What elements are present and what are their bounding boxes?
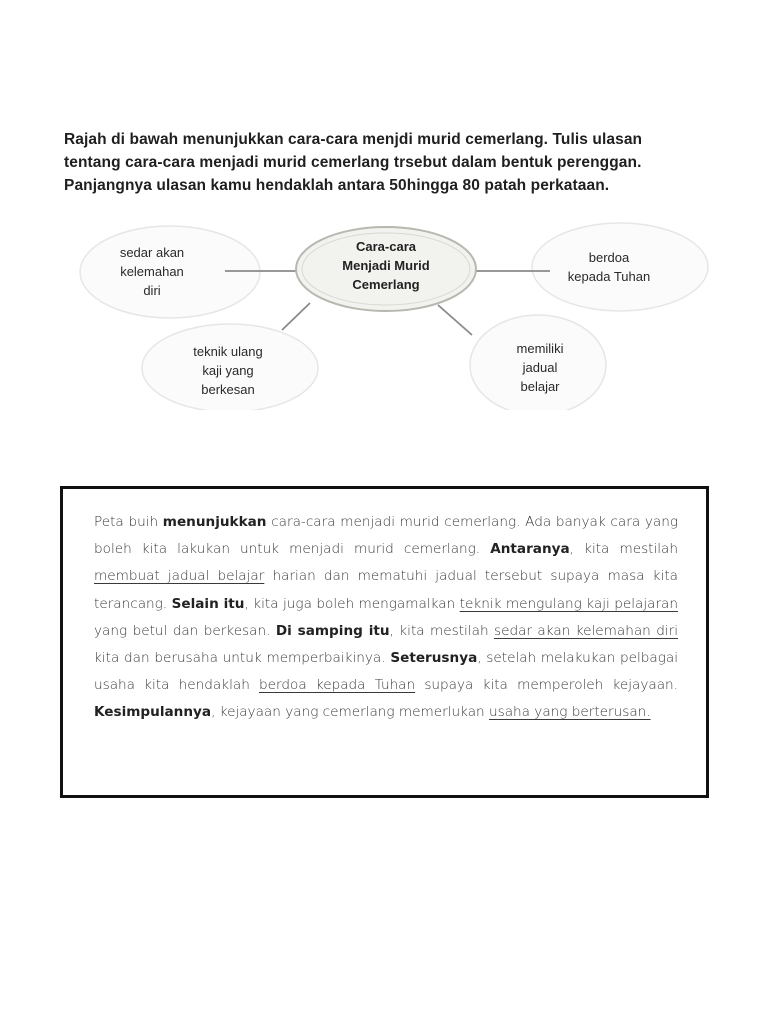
bubble-line: berkesan <box>201 382 255 397</box>
bubble-line: diri <box>143 283 161 298</box>
bubble-map <box>60 215 720 410</box>
answer-text-run: yang betul dan berkesan. <box>94 622 276 639</box>
bubble-line: teknik ulang <box>193 344 263 359</box>
bubble-line: Cara-cara <box>356 239 416 254</box>
bottom-right-bubble-label <box>495 339 585 396</box>
answer-underlined-point: usaha yang berterusan. <box>489 704 651 721</box>
answer-connector-word: Kesimpulannya <box>94 704 212 721</box>
answer-underlined-point: sedar akan kelemahan diri <box>494 622 678 639</box>
bubble-line: sedar akan <box>119 245 185 260</box>
instruction-text <box>64 128 744 197</box>
answer-underlined-point: membuat jadual belajar <box>94 568 265 585</box>
connector-line <box>438 305 472 335</box>
bubble-line: kepada Tuhan <box>567 269 651 284</box>
answer-connector-word: Selain itu <box>171 595 245 612</box>
answer-text-run: , setelah melakukan pelbagai usaha kita hendaklah <box>94 650 679 694</box>
bubble-line: kaji yang <box>202 363 254 378</box>
answer-underlined-point: teknik mengulang kaji pelajaran <box>459 595 678 612</box>
answer-text-run: , kita mestilah <box>569 541 678 558</box>
answer-paragraph <box>94 509 678 727</box>
answer-text-run: , kita juga boleh mengamalkan <box>244 595 460 612</box>
answer-text-run: Peta buih <box>94 514 163 530</box>
answer-box <box>60 486 709 798</box>
connector-line <box>282 303 310 330</box>
answer-connector-word: Di samping itu <box>275 622 390 639</box>
bubble-line: Cemerlang <box>352 277 420 292</box>
instruction-line: Panjangnya ulasan kamu hendaklah antara 50hingga 80 patah perkataan. <box>64 177 610 194</box>
answer-text-run: , kita mestilah <box>389 622 494 639</box>
answer-text-run: , kejayaan yang cemerlang memerlukan <box>211 704 489 721</box>
bubble-line: jadual <box>522 360 558 375</box>
bubble-line: belajar <box>520 379 560 394</box>
answer-text-run: supaya kita memperoleh kejayaan. <box>415 677 678 694</box>
top-left-bubble-label <box>102 243 202 300</box>
answer-text-run: harian dan mematuhi jadual tersebut supaya masa kita terancang. <box>94 568 678 612</box>
instruction-line: Rajah di bawah menunjukkan cara-cara menjdi murid cemerlang. Tulis ulasan <box>64 131 643 148</box>
answer-connector-word: Antaranya <box>490 541 570 558</box>
bottom-left-bubble-label <box>173 342 283 399</box>
answer-connector-word: Seterusnya <box>390 650 478 667</box>
instruction-line: tentang cara-cara menjadi murid cemerlang trsebut dalam bentuk perenggan. <box>64 154 642 171</box>
answer-bold-word: menunjukkan <box>162 514 267 530</box>
answer-underlined-point: berdoa kepada Tuhan <box>259 677 416 694</box>
bubble-line: memiliki <box>516 341 564 356</box>
center-bubble-label <box>326 237 446 294</box>
answer-text-run: cara-cara menjadi murid cemerlang. Ada banyak cara yang boleh kita lakukan untuk menjadi murid cemerlang. <box>94 514 679 558</box>
bubble-line: Menjadi Murid <box>342 258 430 273</box>
top-right-bubble-label <box>554 248 664 286</box>
bubble-line: kelemahan <box>120 264 184 279</box>
bubble-line: berdoa <box>588 250 630 265</box>
answer-text-run: kita dan berusaha untuk memperbaikinya. <box>94 650 391 667</box>
